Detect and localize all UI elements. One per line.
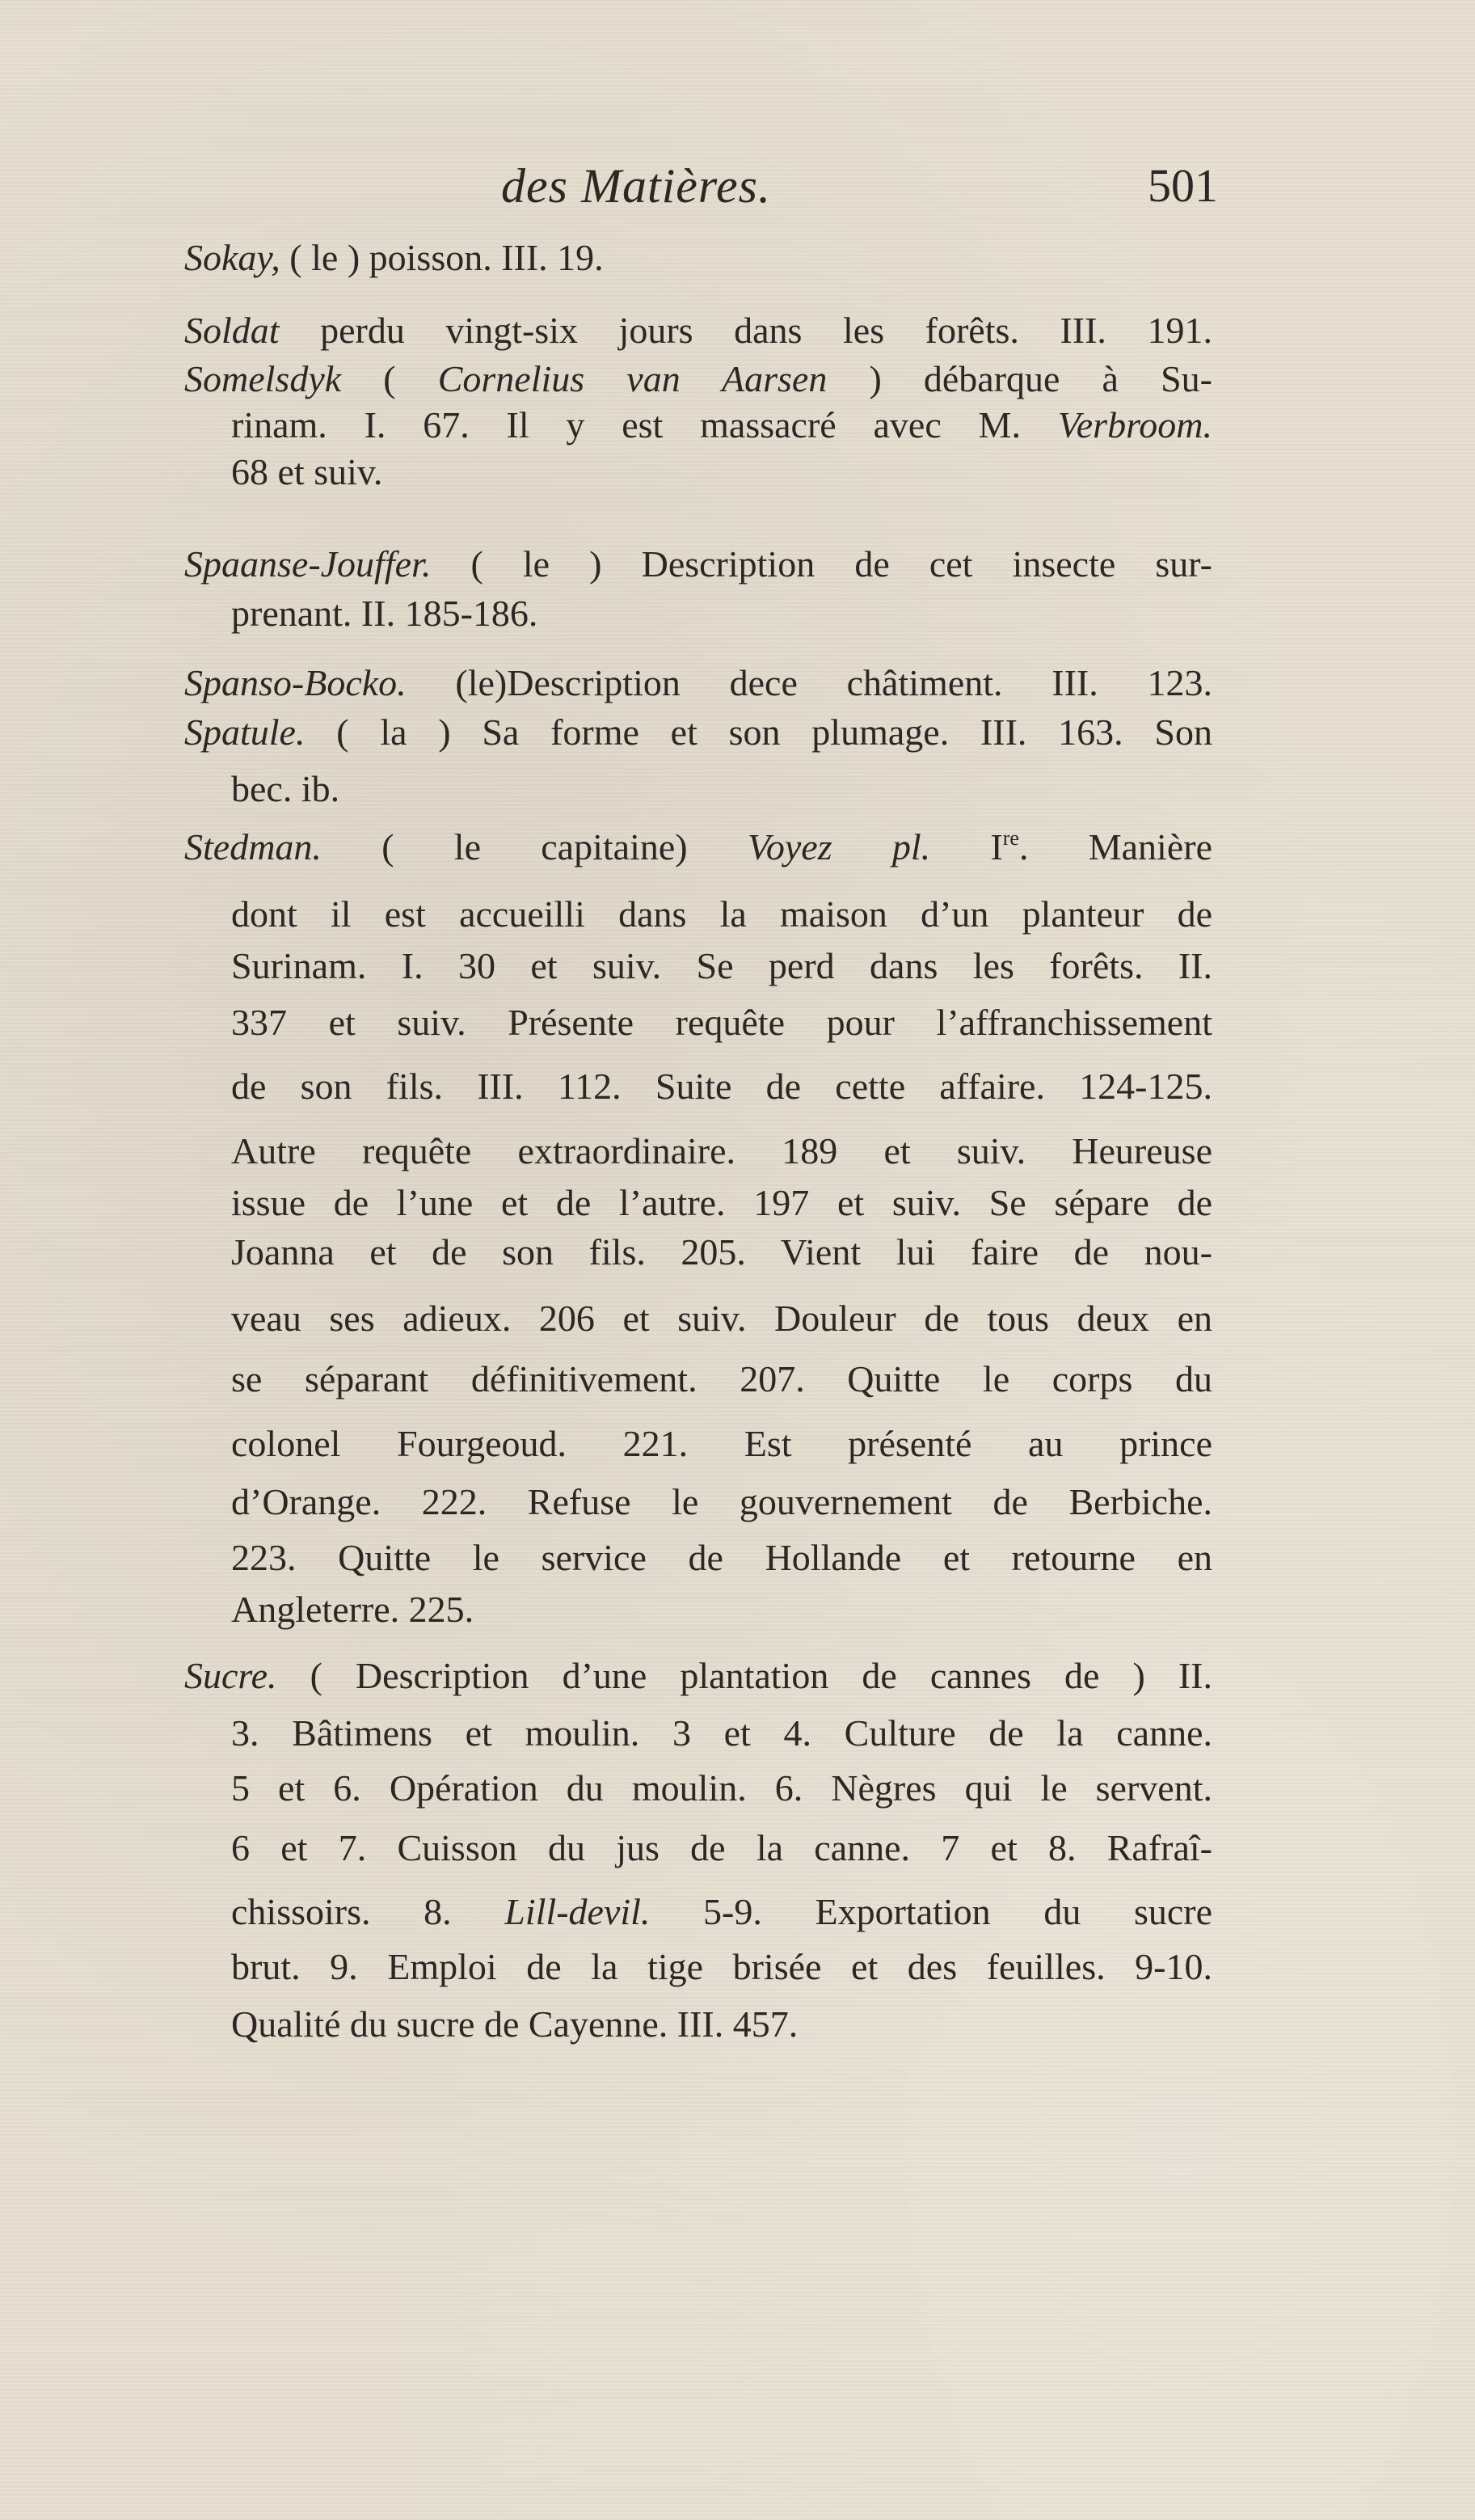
- text-segment: dont il est accueilli dans la maison d’un planteur de: [231, 893, 1212, 935]
- superscript-text: re: [1002, 826, 1019, 850]
- text-segment: 223. Quitte le service de Hollande et retourne en: [231, 1537, 1212, 1578]
- text-segment: 337 et suiv. Présente requête pour l’affranchissement: [231, 1002, 1212, 1043]
- index-line: [184, 658, 1212, 708]
- text-segment: ) débarque à Su-: [827, 358, 1212, 399]
- page-number: 501: [1148, 159, 1218, 212]
- italic-text: Verbroom.: [1057, 404, 1212, 445]
- index-line: [231, 941, 1212, 991]
- index-line: [231, 1585, 1212, 1635]
- index-line: [231, 1999, 1212, 2049]
- text-segment: rinam. I. 67. Il y est massacré avec M.: [231, 404, 1058, 445]
- text-segment: se séparant définitivement. 207. Quitte le corps du: [231, 1358, 1212, 1399]
- italic-text: Soldat: [184, 310, 280, 351]
- text-segment: Joanna et de son fils. 205. Vient lui faire de nou-: [231, 1231, 1212, 1273]
- index-line: [231, 1227, 1212, 1277]
- text-segment: Qualité du sucre de Cayenne. III. 457.: [231, 2003, 799, 2045]
- index-line: [231, 1763, 1212, 1813]
- text-segment: de son fils. III. 112. Suite de cette affaire. 124-125.: [231, 1066, 1212, 1107]
- index-line: [231, 1419, 1212, 1469]
- italic-text: Spaanse-Jouffer.: [184, 543, 432, 585]
- index-line: [231, 1708, 1212, 1758]
- index-line: [231, 1126, 1212, 1176]
- index-line: [231, 447, 1212, 497]
- index-line: [184, 822, 1212, 872]
- text-segment: ( le ) poisson. III. 19.: [280, 237, 604, 278]
- text-segment: brut. 9. Emploi de la tige brisée et des feuilles. 9-10.: [231, 1946, 1212, 1987]
- text-segment: ( Description d’une plantation de cannes de ) II.: [276, 1655, 1212, 1696]
- italic-text: Sokay,: [184, 237, 280, 278]
- index-line: [184, 1651, 1212, 1701]
- italic-text: Cornelius van Aarsen: [437, 358, 828, 399]
- index-line: [231, 1062, 1212, 1112]
- text-segment: Angleterre. 225.: [231, 1589, 474, 1630]
- text-segment: d’Orange. 222. Refuse le gouvernement de Berbiche.: [231, 1481, 1212, 1522]
- index-line: [231, 1354, 1212, 1404]
- text-segment: Autre requête extraordinaire. 189 et suiv. Heureuse: [231, 1130, 1212, 1171]
- text-segment: chissoirs. 8.: [231, 1891, 505, 1932]
- italic-text: Stedman.: [184, 826, 322, 867]
- index-line: [231, 589, 1212, 639]
- index-line: [184, 306, 1212, 356]
- index-line: [231, 1942, 1212, 1992]
- text-segment: 3. Bâtimens et moulin. 3 et 4. Culture de la canne.: [231, 1712, 1212, 1754]
- text-segment: 5-9. Exportation du sucre: [650, 1891, 1213, 1932]
- text-segment: . Manière: [1018, 826, 1212, 867]
- text-segment: perdu vingt-six jours dans les forêts. III. 191.: [279, 310, 1212, 351]
- text-segment: bec. ib.: [231, 768, 340, 809]
- index-line: [231, 889, 1212, 939]
- italic-text: Lill-devil.: [504, 1891, 651, 1932]
- text-segment: ( la ) Sa forme et son plumage. III. 163. Son: [305, 711, 1212, 753]
- text-segment: colonel Fourgeoud. 221. Est présenté au prince: [231, 1423, 1212, 1464]
- text-segment: 6 et 7. Cuisson du jus de la canne. 7 et 8. Rafraî-: [231, 1827, 1212, 1868]
- index-line: [184, 233, 1212, 283]
- text-segment: issue de l’une et de l’autre. 197 et suiv. Se sépare de: [231, 1182, 1212, 1223]
- index-line: [231, 764, 1212, 814]
- index-line: [231, 998, 1212, 1048]
- index-line: [231, 1294, 1212, 1344]
- text-segment: (: [341, 358, 438, 399]
- text-segment: 5 et 6. Opération du moulin. 6. Nègres qui le servent.: [231, 1767, 1212, 1809]
- index-line: [184, 539, 1212, 589]
- italic-text: Somelsdyk: [184, 358, 342, 399]
- italic-text: Sucre.: [184, 1655, 277, 1696]
- text-segment: veau ses adieux. 206 et suiv. Douleur de tous deux en: [231, 1298, 1212, 1339]
- index-line: [231, 1477, 1212, 1527]
- index-line: [231, 1178, 1212, 1228]
- index-line: [231, 1887, 1212, 1937]
- text-segment: ( le ) Description de cet insecte sur-: [431, 543, 1212, 585]
- text-segment: I: [930, 826, 1003, 867]
- running-header-title: des Matières.: [501, 159, 772, 213]
- index-line: [231, 1533, 1212, 1583]
- italic-text: Spatule.: [184, 711, 306, 753]
- text-segment: (le)Description dece châtiment. III. 123.: [406, 662, 1212, 703]
- index-line: [184, 354, 1212, 404]
- italic-text: Voyez pl.: [747, 826, 931, 867]
- italic-text: Spanso-Bocko.: [184, 662, 407, 703]
- text-segment: 68 et suiv.: [231, 451, 383, 492]
- text-segment: prenant. II. 185-186.: [231, 593, 538, 634]
- text-segment: ( le capitaine): [321, 826, 748, 867]
- index-line: [184, 707, 1212, 758]
- index-line: [231, 400, 1212, 450]
- index-line: [231, 1823, 1212, 1873]
- text-segment: Surinam. I. 30 et suiv. Se perd dans les forêts. II.: [231, 945, 1212, 986]
